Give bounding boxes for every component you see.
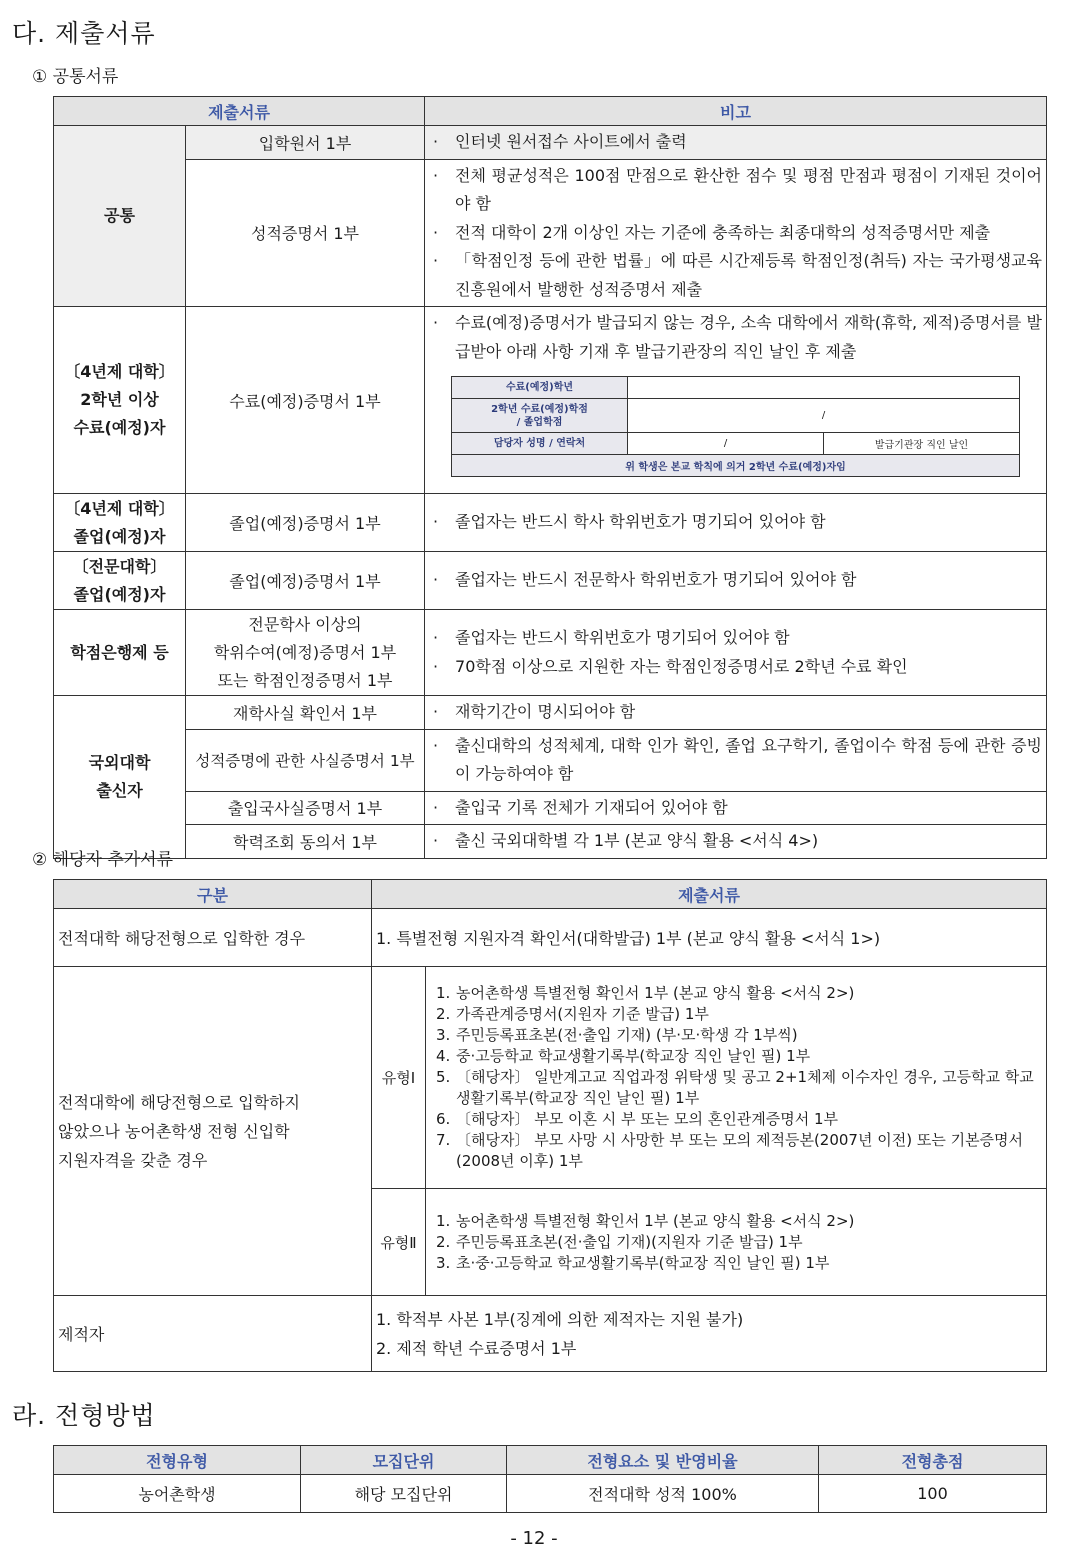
- note-academic-inquiry-consent: · 출신 국외대학별 각 1부 (본교 양식 활용 <서식 4>): [425, 825, 1047, 859]
- label-prior-admission: 전적대학 해당전형으로 입학한 경우: [54, 909, 372, 967]
- subtitle-additional-documents: ② 해당자 추가서류: [32, 850, 174, 870]
- list-item: 3. 초·중·고등학교 학교생활기록부(학교장 직인 날인 필) 1부: [436, 1253, 830, 1272]
- doc-completion-certificate: 수료(예정)증명서 1부: [186, 307, 425, 494]
- additional-documents-table: [53, 879, 1047, 1372]
- type-1-documents: [426, 967, 1047, 1189]
- note-application-form: · 인터넷 원서접수 사이트에서 출력: [425, 126, 1047, 160]
- doc-degree-certificate: 전문학사 이상의 학위수여(예정)증명서 1부 또는 학점인정증명서 1부: [186, 610, 425, 696]
- list-item: 3. 주민등록표초본(전·출입 기재) (부·모·학생 각 1부씩): [436, 1026, 798, 1044]
- list-item: 7. 〔해당자〕 부모 사망 시 사망한 부 또는 모의 제적등본(2007년 이전) 또는 기본증명서(2008년 이후) 1부: [436, 1131, 1024, 1170]
- form-label-year: 수료(예정)학년: [452, 377, 628, 399]
- note-grade-fact-certificate: · 출신대학의 성적체계, 대학 인가 확인, 졸업 요구학기, 졸업이수 학점 등에 관한 증빙이 가능하여야 함: [425, 729, 1047, 791]
- header-selection-factors: 전형요소 및 반영비율: [507, 1446, 819, 1475]
- form-label-contact: 담당자 성명 / 연락처: [452, 433, 628, 455]
- header-total-score: 전형총점: [819, 1446, 1047, 1475]
- note-transcript: · 전체 평균성적은 100점 만점으로 환산한 점수 및 평점 만점과 평점이 기재된 것이어야 함 · 전적 대학이 2개 이상인 자는 기준에 충족하는 최종대학의 성적증명서만 제출 · 「학점인정 등에 관한 법률」에 따른 시간제등록 학점인정(취득) 자는 국가평생교육진흥원에서 발행한 성적증명서 제출: [425, 159, 1047, 307]
- category-credit-bank: 학점은행제 등: [54, 610, 186, 696]
- cell-recruit-unit: 해당 모집단위: [301, 1475, 507, 1513]
- category-foreign-university: 국외대학 출신자: [54, 696, 186, 859]
- doc-immigration-certificate: 출입국사실증명서 1부: [186, 791, 425, 825]
- label-expelled: 제적자: [54, 1296, 372, 1372]
- type-2-label: 유형Ⅱ: [372, 1189, 426, 1296]
- section-title-documents: 다. 제출서류: [12, 19, 156, 48]
- doc-special-eligibility: 1. 특별전형 지원자격 확인서(대학발급) 1부 (본교 양식 활용 <서식 1>): [372, 909, 1047, 967]
- category-four-year-graduate: 〔4년제 대학〕 졸업(예정)자: [54, 494, 186, 552]
- note-enrollment-confirmation: · 재학기간이 명시되어야 함: [425, 696, 1047, 730]
- cell-selection-type: 농어촌학생: [54, 1475, 301, 1513]
- common-documents-table: [53, 96, 1047, 859]
- list-item: 2. 가족관계증명서(지원자 기준 발급) 1부: [436, 1005, 709, 1023]
- list-item: 2. 주민등록표초본(전·출입 기재)(지원자 기준 발급) 1부: [436, 1232, 803, 1251]
- note-credit-bank: · 졸업자는 반드시 학위번호가 명기되어 있어야 함 · 70학점 이상으로 지원한 자는 학점인정증명서로 2학년 수료 확인: [425, 610, 1047, 696]
- note-completion-certificate: · 수료(예정)증명서가 발급되지 않는 경우, 소속 대학에서 재학(휴학, 제적)증명서를 발급받아 아래 사항 기재 후 발급기관장의 직인 날인 후 제출 수료(예정)학년 2학년 수료(예정)학점 / 졸업학점 / 담당자 성명 / 연락처 / 발급기관장 직인 날인 위 학생은 본교 학칙에 의거 2학년 수료(예정)자임: [425, 307, 1047, 494]
- note-graduation-univ: · 졸업자는 반드시 학사 학위번호가 명기되어 있어야 함: [425, 494, 1047, 552]
- type-2-documents: [426, 1189, 1047, 1296]
- doc-academic-inquiry-consent: 학력조회 동의서 1부: [186, 825, 425, 859]
- doc-application-form: 입학원서 1부: [186, 126, 425, 160]
- header-documents: 제출서류: [54, 97, 425, 126]
- header-selection-type: 전형유형: [54, 1446, 301, 1475]
- doc-enrollment-confirmation: 재학사실 확인서 1부: [186, 696, 425, 730]
- type-1-label: 유형Ⅰ: [372, 967, 426, 1189]
- cell-selection-factors: 전적대학 성적 100%: [507, 1475, 819, 1513]
- form-value-year: [628, 377, 1020, 399]
- form-footer: 위 학생은 본교 학칙에 의거 2학년 수료(예정)자임: [452, 455, 1020, 477]
- doc-expelled: 1. 학적부 사본 1부(징계에 의한 제적자는 지원 불가) 2. 제적 학년 수료증명서 1부: [372, 1296, 1047, 1372]
- list-item: 1. 농어촌학생 특별전형 확인서 1부 (본교 양식 활용 <서식 2>): [436, 1211, 855, 1230]
- list-item: 5. 〔해당자〕 일반계고교 직업과정 위탁생 및 공고 2+1체제 이수자인 경우, 고등학교 학교생활기록부(학교장 직인 날인 필) 1부: [436, 1068, 1034, 1107]
- form-label-credits: 2학년 수료(예정)학점 / 졸업학점: [452, 399, 628, 433]
- page-number: - 12 -: [510, 1528, 558, 1549]
- section-title-selection-method: 라. 전형방법: [12, 1401, 156, 1430]
- doc-graduation-certificate-college: 졸업(예정)증명서 1부: [186, 552, 425, 610]
- category-four-year-completion: 〔4년제 대학〕 2학년 이상 수료(예정)자: [54, 307, 186, 494]
- label-rural-eligibility: 전적대학에 해당전형으로 입학하지 않았으나 농어촌학생 전형 신입학 지원자격을 갖춘 경우: [54, 967, 372, 1296]
- doc-graduation-certificate-univ: 졸업(예정)증명서 1부: [186, 494, 425, 552]
- completion-form-table: [451, 376, 1020, 477]
- note-graduation-college: · 졸업자는 반드시 전문학사 학위번호가 명기되어 있어야 함: [425, 552, 1047, 610]
- list-item: 1. 농어촌학생 특별전형 확인서 1부 (본교 양식 활용 <서식 2>): [436, 984, 855, 1002]
- category-common: 공통: [54, 126, 186, 307]
- selection-method-table: [53, 1445, 1047, 1513]
- list-item: 4. 중·고등학교 학교생활기록부(학교장 직인 날인 필) 1부: [436, 1047, 811, 1065]
- doc-transcript: 성적증명서 1부: [186, 159, 425, 307]
- header-recruit-unit: 모집단위: [301, 1446, 507, 1475]
- header-remarks: 비고: [425, 97, 1047, 126]
- note-immigration-certificate: · 출입국 기록 전체가 기재되어 있어야 함: [425, 791, 1047, 825]
- subtitle-common-documents: ① 공통서류: [32, 67, 119, 87]
- form-value-contact: /: [628, 433, 824, 455]
- form-seal-label: 발급기관장 직인 날인: [824, 433, 1020, 455]
- header-submission-documents: 제출서류: [372, 880, 1047, 909]
- category-college-graduate: 〔전문대학〕 졸업(예정)자: [54, 552, 186, 610]
- list-item: 6. 〔해당자〕 부모 이혼 시 부 또는 모의 혼인관계증명서 1부: [436, 1110, 838, 1128]
- form-value-credits: /: [628, 399, 1020, 433]
- doc-grade-fact-certificate: 성적증명에 관한 사실증명서 1부: [186, 729, 425, 791]
- cell-total-score: 100: [819, 1475, 1047, 1513]
- header-category: 구분: [54, 880, 372, 909]
